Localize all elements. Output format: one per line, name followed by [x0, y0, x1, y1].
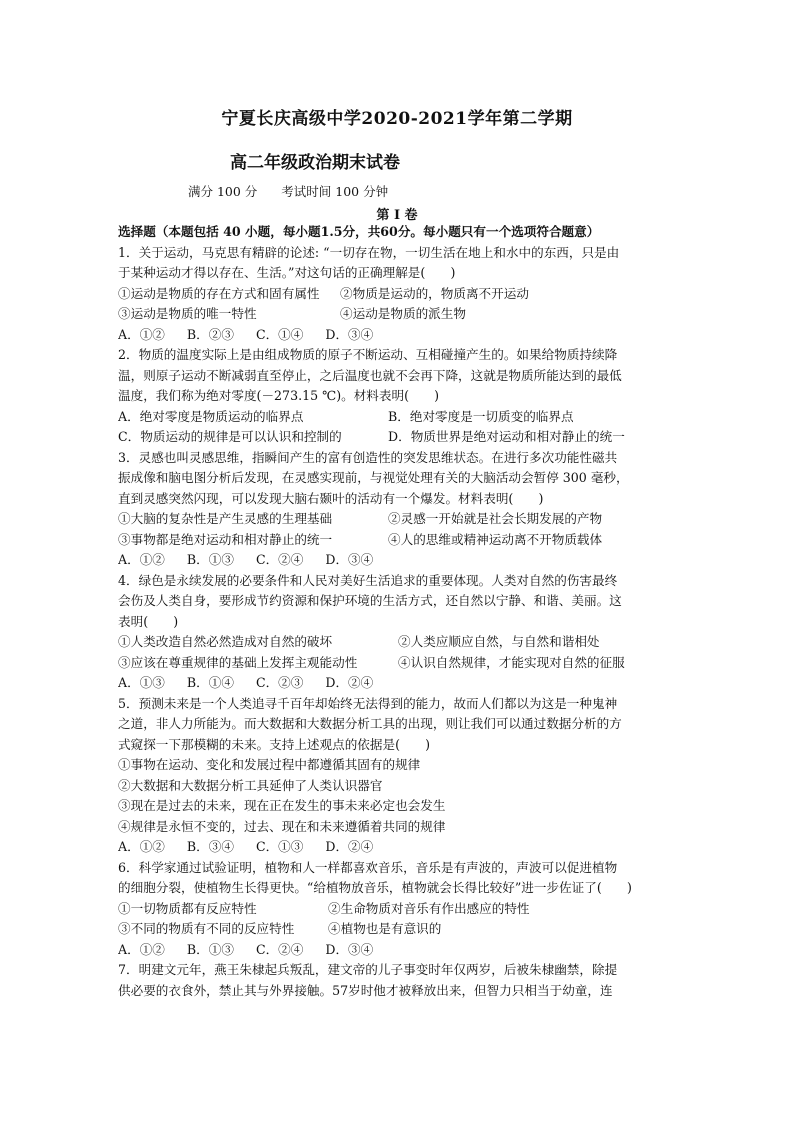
question-text-line: 7．明建文元年，燕王朱棣起兵叛乱，建文帝的儿子事变时年仅两岁，后被朱棣幽禁，除提 [118, 962, 618, 977]
option-item[interactable]: ④人的思维或精神运动离不开物质载体 [388, 531, 603, 547]
full-score: 满分 100 分 [188, 184, 258, 199]
question-text-line: 温，则原子运动不断减弱直至停止，之后温度也就不会再下降，这就是物质所能达到的最低 [118, 367, 622, 383]
question-text-line: 4．绿色是永续发展的必要条件和人民对美好生活追求的重要体现。人类对自然的伤害最终 [118, 572, 618, 588]
option-item[interactable]: ②人类应顺应自然，与自然和谐相处 [398, 634, 600, 649]
option-row [118, 755, 678, 776]
option-row [118, 653, 678, 674]
option-item[interactable]: ④运动是物质的派生物 [340, 306, 466, 321]
option-item[interactable]: C．物质运动的规律是可以认识和控制的 [118, 429, 342, 444]
option-item[interactable]: ③运动是物质的唯一特性 [118, 306, 257, 321]
answer-choice[interactable]: C．①③ [255, 839, 304, 854]
question-2 [118, 345, 678, 448]
option-item[interactable]: ②物质是运动的，物质离不开运动 [340, 285, 529, 301]
option-row [118, 632, 678, 653]
option-row [118, 899, 678, 920]
answer-choice[interactable]: C．②④ [255, 941, 304, 957]
option-item[interactable]: ③不同的物质有不同的反应特性 [118, 921, 295, 936]
section-intro: 选择题（本题包括 40 小题，每小题1.5分，共60分。每小题只有一个选项符合题意） [118, 224, 600, 239]
answer-choice[interactable]: D．③④ [325, 552, 374, 567]
volume-label: 第 I 卷 [376, 208, 418, 223]
option-item[interactable]: D．物质世界是绝对运动和相对静止的统一 [388, 429, 625, 444]
question-4 [118, 571, 678, 694]
option-item[interactable]: B．绝对零度是一切质变的临界点 [388, 408, 574, 424]
exam-time: 考试时间 100 分钟 [281, 184, 389, 199]
question-text-line: 表明( ) [118, 613, 179, 629]
option-row [118, 427, 678, 448]
question-7 [118, 960, 678, 1001]
option-item[interactable]: ①人类改造自然必然造成对自然的破坏 [118, 634, 333, 649]
question-area [118, 222, 678, 1001]
option-item[interactable]: ③应该在尊重规律的基础上发挥主观能动性 [118, 654, 358, 670]
option-row [118, 304, 678, 325]
option-item[interactable]: ②大数据和大数据分析工具延伸了人类认识器官 [118, 777, 383, 793]
answer-choices [118, 940, 678, 961]
answer-choice[interactable]: D．②④ [325, 675, 374, 690]
answer-choice[interactable]: A．①② [118, 326, 165, 342]
answer-choices [118, 550, 678, 571]
answer-choice[interactable]: C．②④ [255, 552, 304, 567]
option-row [118, 284, 678, 305]
option-item[interactable]: ①运动是物质的存在方式和固有属性 [118, 285, 320, 301]
answer-choice[interactable]: D．②④ [325, 839, 374, 854]
question-text-line: 5．预测未来是一个人类追寻千百年却始终无法得到的能力，故而人们都以为这是一种鬼神 [118, 695, 618, 711]
option-row [118, 530, 678, 551]
option-row [118, 817, 678, 838]
answer-choice[interactable]: C．①④ [255, 326, 304, 342]
answer-choice[interactable]: D．③④ [325, 326, 374, 342]
option-item[interactable]: ①大脑的复杂性是产生灵感的生理基础 [118, 511, 333, 526]
option-item[interactable]: ④植物也是有意识的 [328, 921, 442, 936]
answer-choice[interactable]: B．①④ [186, 675, 234, 690]
question-text-line: 之道，非人力所能为。而大数据和大数据分析工具的出现，则让我们可以通过数据分析的方 [118, 716, 622, 731]
exam-title: 宁夏长庆高级中学2020-2021学年第二学期 [221, 109, 573, 129]
option-row [118, 509, 678, 530]
option-item[interactable]: ②生命物质对音乐有作出感应的特性 [328, 900, 530, 916]
answer-choices [118, 837, 678, 858]
question-text-line: 会伤及人类自身，要形成节约资源和保护环境的生活方式，还自然以宁静、和谐、美丽。这 [118, 593, 622, 608]
answer-choice[interactable]: D．③④ [325, 941, 374, 957]
answer-choice[interactable]: B．①③ [186, 941, 234, 957]
exam-meta [188, 182, 408, 200]
answer-choice[interactable]: A．①③ [118, 675, 165, 690]
question-text-line: 温度，我们称为绝对零度(－273.15 ℃)。材料表明( ) [118, 388, 440, 403]
option-row [118, 919, 678, 940]
answer-choice[interactable]: B．①③ [186, 552, 234, 567]
exam-subtitle: 高二年级政治期末试卷 [230, 153, 400, 173]
question-1 [118, 243, 678, 346]
option-item[interactable]: A．绝对零度是物质运动的临界点 [118, 408, 304, 424]
question-text-line: 的细胞分裂，使植物生长得更快。“给植物放音乐，植物就会长得比较好”进一步佐证了( ) [118, 880, 632, 895]
answer-choices [118, 673, 678, 694]
option-item[interactable]: ①事物在运动、变化和发展过程中都遵循其固有的规律 [118, 757, 421, 772]
question-text-line: 2．物质的温度实际上是由组成物质的原子不断运动、互相碰撞产生的。如果给物质持续降 [118, 347, 618, 362]
question-6 [118, 858, 678, 961]
answer-choice[interactable]: A．①② [118, 552, 165, 567]
question-text-line: 直到灵感突然闪现，可以发现大脑右颞叶的活动有一个爆发。材料表明( ) [118, 490, 544, 506]
answer-choice[interactable]: A．①② [118, 839, 165, 854]
option-row [118, 796, 678, 817]
option-row [118, 407, 678, 428]
question-text-line: 于某种运动才得以存在、生活。”对这句话的正确理解是( ) [118, 265, 456, 280]
answer-choice[interactable]: B．③④ [186, 839, 234, 854]
option-row [118, 776, 678, 797]
option-item[interactable]: ④认识自然规律，才能实现对自然的征服 [398, 654, 625, 670]
option-item[interactable]: ②灵感一开始就是社会长期发展的产物 [388, 511, 603, 526]
question-text-line: 振成像和脑电图分析后发现，在灵感实现前，与视觉处理有关的大脑活动会暂停 300 毫秒， [118, 470, 629, 485]
answer-choice[interactable]: B．②③ [186, 326, 234, 342]
answer-choice[interactable]: A．①② [118, 941, 165, 957]
question-3 [118, 448, 678, 571]
question-5 [118, 694, 678, 858]
answer-choices [118, 325, 678, 346]
question-text-line: 供必要的衣食外，禁止其与外界接触。57岁时他才被释放出来，但智力只相当于幼童，连 [118, 982, 613, 998]
option-item[interactable]: ①一切物质都有反应特性 [118, 900, 257, 916]
question-text-line: 3．灵感也叫灵感思维，指瞬间产生的富有创造性的突发思维状态。在进行多次功能性磁共 [118, 449, 618, 465]
answer-choice[interactable]: C．②③ [255, 675, 304, 690]
option-item[interactable]: ④规律是永恒不变的，过去、现在和未来遵循着共同的规律 [118, 818, 446, 834]
question-text-line: 式窥探一下那模糊的未来。支持上述观点的依据是( ) [118, 736, 431, 752]
question-text-line: 1．关于运动，马克思有精辟的论述: “一切存在物，一切生活在地上和水中的东西，只是由 [118, 244, 620, 260]
question-text-line: 6．科学家通过试验证明，植物和人一样都喜欢音乐，音乐是有声波的，声波可以促进植物 [118, 859, 618, 875]
option-item[interactable]: ③现在是过去的未来，现在正在发生的事未来必定也会发生 [118, 798, 446, 813]
option-item[interactable]: ③事物都是绝对运动和相对静止的统一 [118, 531, 333, 547]
